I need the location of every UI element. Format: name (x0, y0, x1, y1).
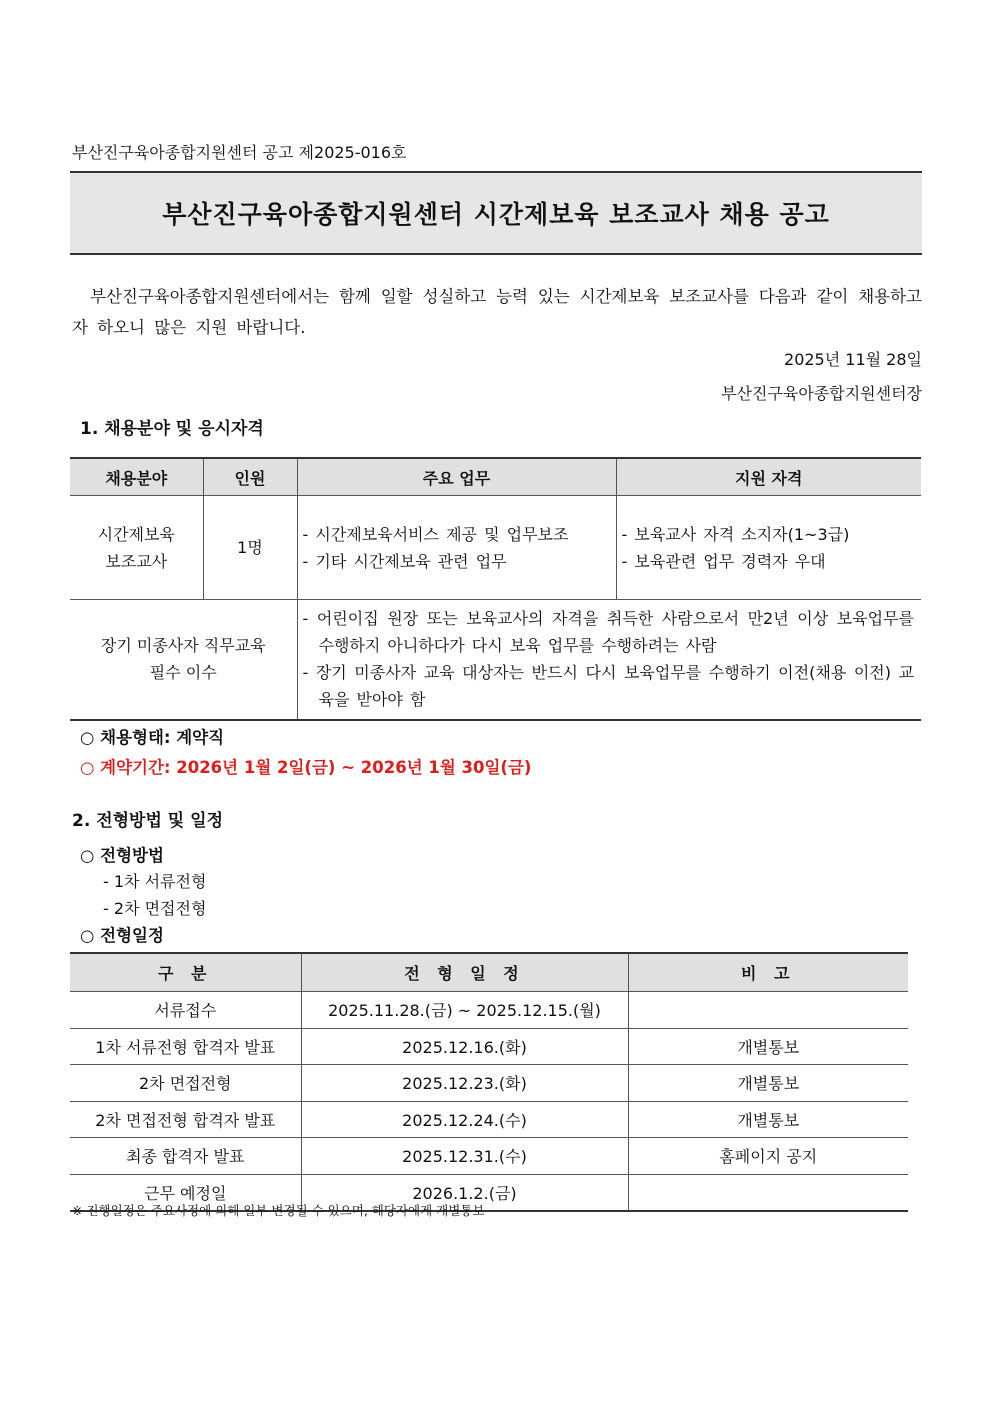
table-row (70, 1065, 908, 1102)
table-header-row (70, 953, 908, 992)
duties-cell (297, 496, 616, 600)
column-header: 비 고 (628, 953, 908, 992)
schedule-note (628, 992, 908, 1029)
method-item: - 1차 서류전형 (103, 872, 207, 891)
training-detail-cell (297, 600, 921, 720)
field-name-line: 시간제보육 (97, 524, 175, 544)
schedule-date: 2025.12.16.(화) (301, 1028, 628, 1065)
table-row (70, 1138, 908, 1175)
column-header: 주요 업무 (297, 458, 616, 496)
list-item: - 시간제보육서비스 제공 및 업무보조 (302, 524, 569, 544)
schedule-note: 홈페이지 공지 (628, 1138, 908, 1175)
issuer: 부산진구육아종합지원센터장 (721, 384, 922, 403)
section-2-heading: 2. 전형방법 및 일정 (72, 811, 223, 831)
list-item: - 어린이집 원장 또는 보육교사의 자격을 취득한 사람으로서 만2년 이상 보육업무를 수행하지 아니하다가 다시 보육 업무를 수행하려는 사람 (302, 609, 914, 656)
field-cell (70, 496, 203, 600)
table-row (70, 1101, 908, 1138)
list-item: - 기타 시간제보육 관련 업무 (302, 551, 507, 571)
column-header: 전 형 일 정 (301, 953, 628, 992)
title-banner (70, 171, 922, 255)
field-name-line: 보조교사 (105, 551, 168, 571)
column-header: 인원 (203, 458, 297, 496)
training-label-cell (70, 600, 297, 720)
qualifications-cell (616, 496, 921, 600)
schedule-note: 개별통보 (628, 1065, 908, 1102)
schedule-item: 최종 합격자 발표 (70, 1138, 301, 1175)
column-header: 채용분야 (70, 458, 203, 496)
training-label-line: 장기 미종사자 직무교육 (100, 636, 266, 656)
schedule-date: 2025.11.28.(금) ~ 2025.12.15.(월) (301, 992, 628, 1029)
column-header: 구 분 (70, 953, 301, 992)
schedule-item: 2차 면접전형 합격자 발표 (70, 1101, 301, 1138)
method-item: - 2차 면접전형 (103, 899, 207, 918)
column-header: 지원 자격 (616, 458, 921, 496)
training-label-line: 필수 이수 (149, 663, 217, 683)
page-title: 부산진구육아종합지원센터 시간제보육 보조교사 채용 공고 (162, 200, 830, 229)
qualification-table (70, 457, 921, 721)
list-item: - 보육교사 자격 소지자(1~3급) (621, 524, 850, 544)
list-item: - 장기 미종사자 교육 대상자는 반드시 다시 보육업무를 수행하기 이전(채용 이전) 교육을 받아야 함 (302, 663, 914, 710)
headcount-cell: 1명 (203, 496, 297, 600)
schedule-date: 2026.1.2.(금) (301, 1174, 628, 1211)
schedule-item: 서류접수 (70, 992, 301, 1029)
table-row (70, 496, 921, 600)
schedule-date: 2025.12.24.(수) (301, 1101, 628, 1138)
table-row (70, 1028, 908, 1065)
method-heading: ○ 전형방법 (80, 846, 164, 865)
schedule-heading: ○ 전형일정 (80, 926, 164, 945)
schedule-note: 개별통보 (628, 1028, 908, 1065)
intro-paragraph: 부산진구육아종합지원센터에서는 함께 일할 성실하고 능력 있는 시간제보육 보조교사를 다음과 같이 채용하고자 하오니 많은 지원 바랍니다. (72, 287, 922, 337)
schedule-item: 근무 예정일 (70, 1174, 301, 1211)
contract-period: ○ 계약기간: 2026년 1월 2일(금) ~ 2026년 1월 30일(금) (80, 758, 532, 777)
schedule-date: 2025.12.31.(수) (301, 1138, 628, 1175)
schedule-item: 2차 면접전형 (70, 1065, 301, 1102)
list-item: - 보육관련 업무 경력자 우대 (621, 551, 826, 571)
schedule-item: 1차 서류전형 합격자 발표 (70, 1028, 301, 1065)
employment-type: ○ 채용형태: 계약직 (80, 728, 225, 747)
notice-date: 2025년 11월 28일 (784, 350, 922, 369)
notice-number: 부산진구육아종합지원센터 공고 제2025-016호 (72, 143, 407, 162)
schedule-note (628, 1174, 908, 1211)
schedule-table (70, 952, 908, 1212)
table-header-row (70, 458, 921, 496)
table-row (70, 992, 908, 1029)
schedule-date: 2025.12.23.(화) (301, 1065, 628, 1102)
schedule-note: 개별통보 (628, 1101, 908, 1138)
footnote: ※ 진행일정은 주요사정에 의해 일부 변경될 수 있으며, 해당자에게 개별통보 (72, 1203, 485, 1218)
table-row (70, 600, 921, 720)
section-1-heading: 1. 채용분야 및 응시자격 (80, 419, 264, 439)
